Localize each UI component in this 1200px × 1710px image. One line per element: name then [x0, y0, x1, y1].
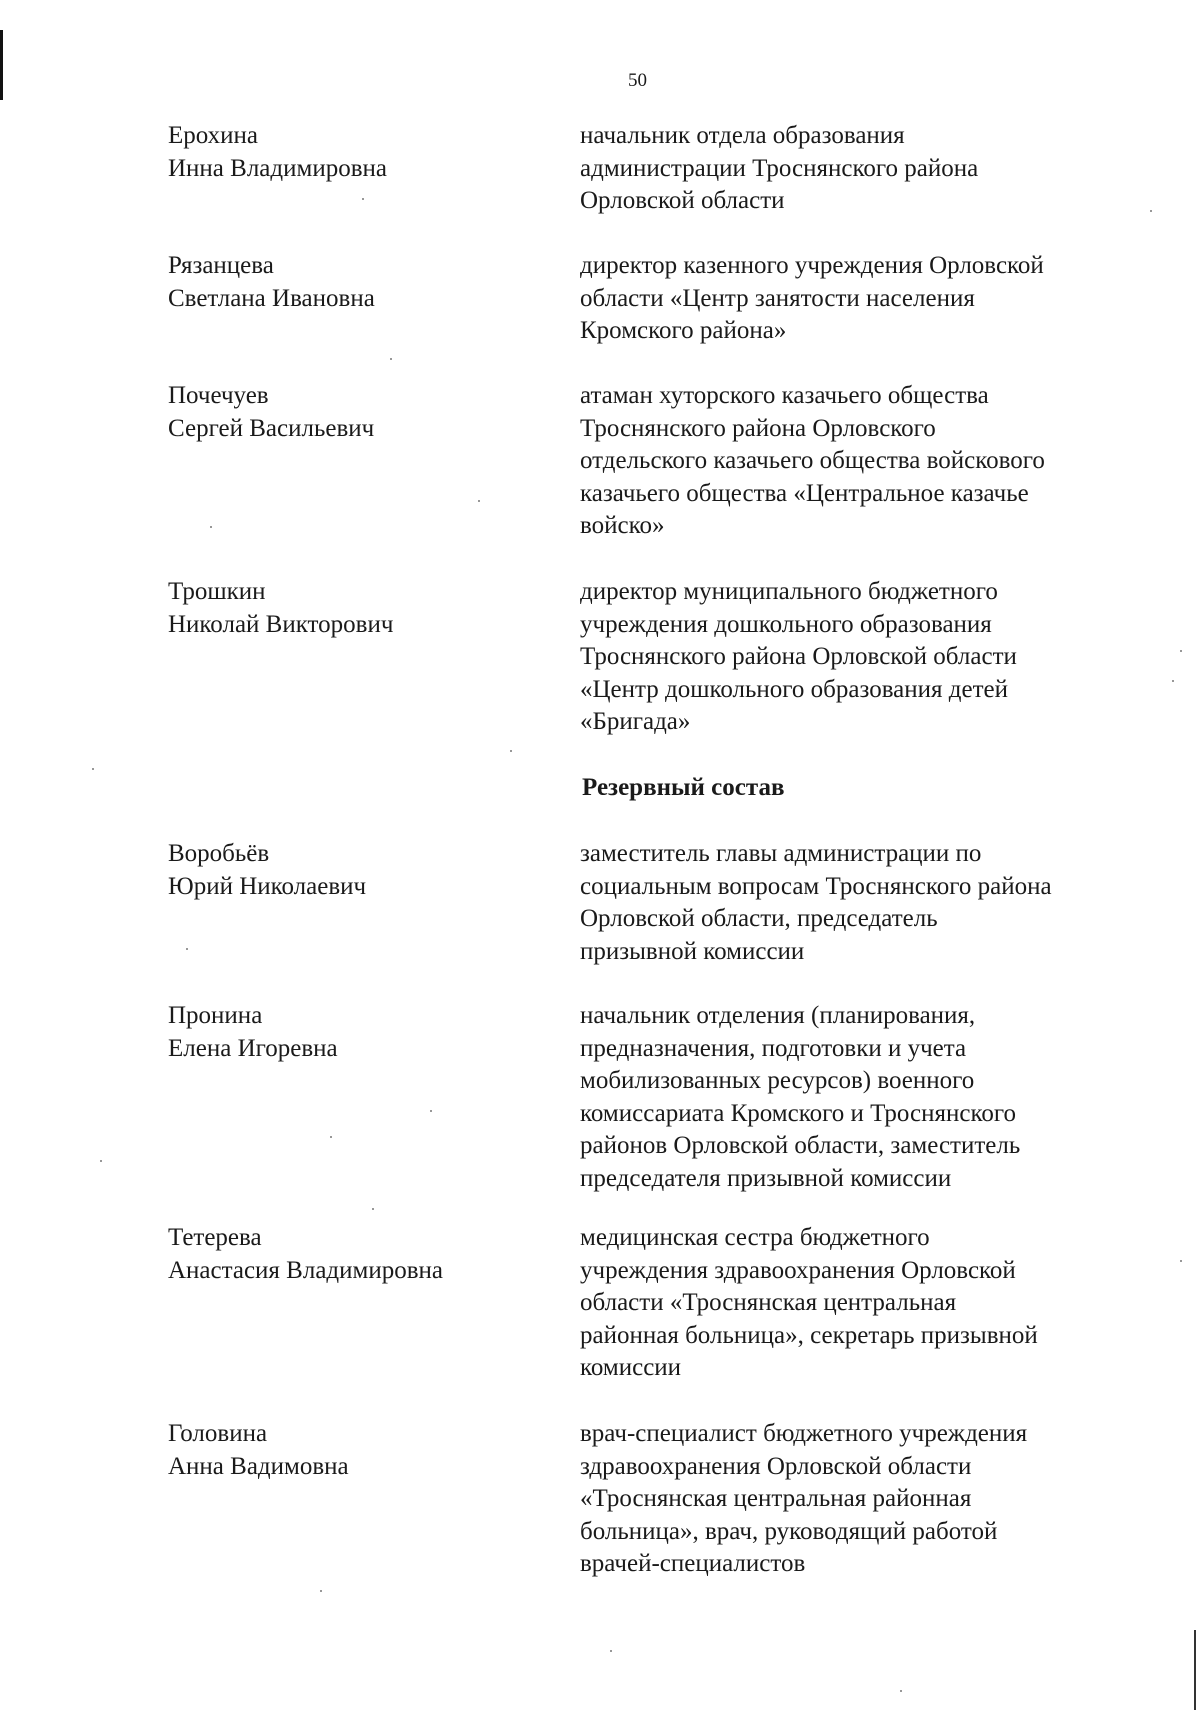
reserve-member-name: Тетерева Анастасия Владимировна [168, 1224, 443, 1284]
scan-speck [1150, 210, 1152, 212]
scan-speck [362, 198, 364, 200]
scan-speck [1172, 680, 1174, 682]
scan-speck [1180, 650, 1182, 652]
scan-speck [320, 1590, 322, 1592]
member-name: Ерохина Инна Владимировна [168, 122, 387, 182]
member-position: начальник отдела образования администрации Троснянского района Орловской области [580, 122, 979, 214]
scan-speck [186, 948, 188, 950]
scan-speck [510, 750, 512, 752]
scan-edge-mark-right [1194, 1630, 1196, 1710]
reserve-member-name: Воробьёв Юрий Николаевич [168, 840, 367, 900]
member-position: атаман хуторского казачьего общества Троснянского района Орловского отдельского казачьего общества войскового казачьего общества «Центральное казачье войско» [580, 382, 1045, 539]
page-number: 50 [628, 70, 647, 91]
reserve-member-name: Пронина Елена Игоревна [168, 1002, 338, 1062]
reserve-member-position: заместитель главы администрации по социальным вопросам Троснянского района Орловской области, председатель призывной комиссии [580, 840, 1052, 965]
member-name: Рязанцева Светлана Ивановна [168, 252, 375, 312]
scan-speck [430, 1110, 432, 1112]
reserve-member-position: медицинская сестра бюджетного учреждения здравоохранения Орловской области «Троснянская центральная районная больница», секретарь призывной комиссии [580, 1224, 1038, 1381]
scan-speck [372, 1208, 374, 1210]
scan-speck [478, 500, 480, 502]
scan-speck [210, 526, 212, 528]
reserve-member-name: Головина Анна Вадимовна [168, 1420, 349, 1480]
scan-speck [900, 1690, 902, 1692]
scan-speck [610, 1650, 612, 1652]
reserve-section-heading: Резервный состав [582, 774, 785, 801]
reserve-member-position: начальник отделения (планирования, предназначения, подготовки и учета мобилизованных ресурсов) военного комиссариата Кромского и Троснянского районов Орловской области, заместитель председателя призывной комиссии [580, 1002, 1021, 1192]
member-position: директор муниципального бюджетного учреждения дошкольного образования Троснянского района Орловской области «Центр дошкольного образования детей «Бригада» [580, 578, 1017, 735]
member-position: директор казенного учреждения Орловской области «Центр занятости населения Кромского района» [580, 252, 1044, 344]
scan-speck [330, 1136, 332, 1138]
scan-speck [92, 768, 94, 770]
scan-edge-mark-left [0, 30, 3, 100]
scan-speck [100, 1160, 102, 1162]
member-name: Почечуев Сергей Васильевич [168, 382, 375, 442]
scan-speck [390, 358, 392, 360]
scan-speck [1180, 1260, 1182, 1262]
member-name: Трошкин Николай Викторович [168, 578, 394, 638]
reserve-member-position: врач-специалист бюджетного учреждения здравоохранения Орловской области «Троснянская центральная районная больница», врач, руководящий работой врачей-специалистов [580, 1420, 1028, 1577]
